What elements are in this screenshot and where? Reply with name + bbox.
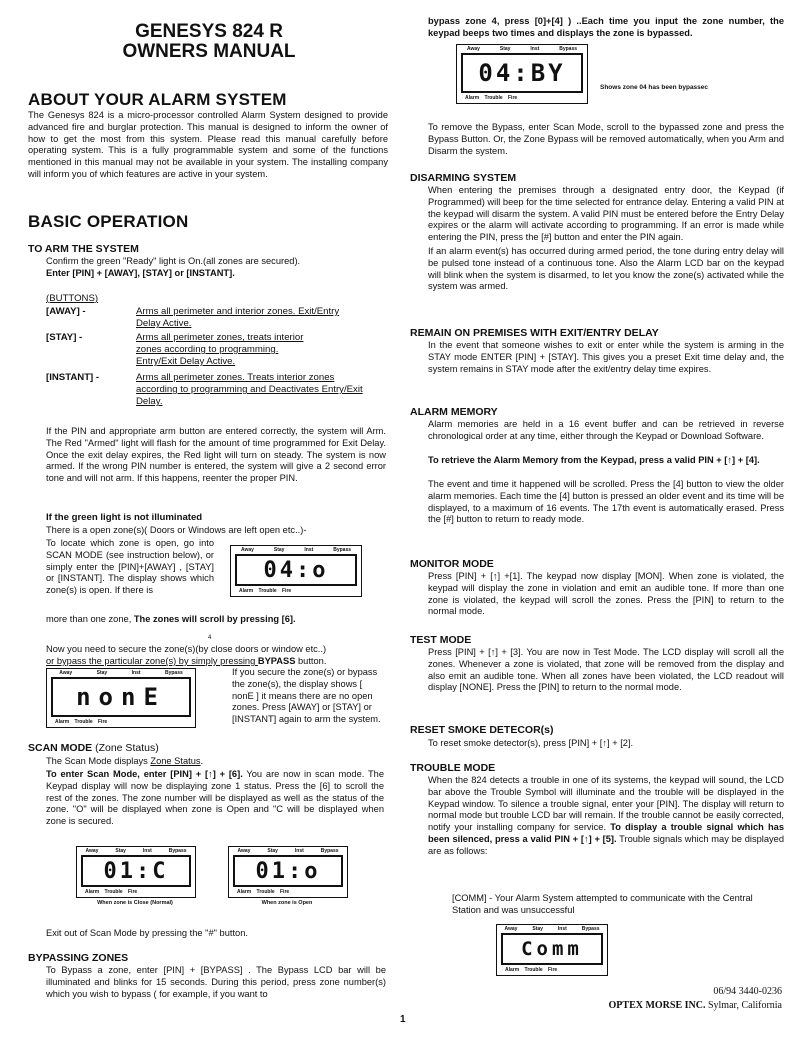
lcd-display-zone-closed <box>76 846 196 898</box>
pin-paragraph: If the PIN and appropriate arm button are entered correctly, the system will Arm. The Red "Armed" light will flash for the amount of time programmed for Exit Delay. Once the exit delay expires, the Red light will turn on steady. The system is now armed. If the wrong PIN number is entered, the system will give a 2 second error tone and will not arm. If this happens, reenter the proper PIN. <box>46 426 386 484</box>
lcd-display-bypass <box>456 44 588 104</box>
lcd-display-zone-open-2 <box>228 846 348 898</box>
green-line-last: more than one zone, The zones will scroll by pressing [6]. <box>46 614 296 624</box>
green-light-heading: If the green light is not illuminated <box>46 512 203 523</box>
button-key: [STAY] - <box>46 332 83 343</box>
lcd-status-labels: Alarm Trouble Fire <box>505 967 558 973</box>
lcd-status-labels: Alarm Trouble Fire <box>465 95 518 101</box>
memory-para2: To retrieve the Alarm Memory from the Keypad, press a valid PIN + [↑] + [4]. <box>428 455 760 465</box>
lcd-mode-labels: Away Stay Inst Bypass <box>237 848 339 854</box>
small-mark: 4 <box>208 635 212 641</box>
caption-zone-closed: When zone is Close (Normal) <box>97 900 173 906</box>
lcd-display-zone-open <box>230 545 362 597</box>
test-mode-heading: TEST MODE <box>410 634 472 646</box>
manual-title-line2: OWNERS MANUAL <box>122 41 296 62</box>
bypassing-heading: BYPASSING ZONES <box>28 952 129 964</box>
trouble-mode-heading: TROUBLE MODE <box>410 762 496 774</box>
buttons-label: (BUTTONS) <box>46 293 99 304</box>
lcd-mode-labels: Away Stay Inst Bypass <box>466 46 578 52</box>
memory-para1: Alarm memories are held in a 16 event buffer and can be retrieved in reverse chronological order at any time, either through the Keypad or Download Software. <box>428 419 784 441</box>
lcd-readout: nonE <box>51 677 191 717</box>
button-key: [AWAY] - <box>46 306 86 317</box>
bypass-remove: To remove the Bypass, enter Scan Mode, scroll to the bypassed zone and press the Bypass Button. Or, the Zone Bypass will be removed automatically, when you Arm and Disarm the system. <box>428 122 784 156</box>
lcd-readout: 01:C <box>81 855 191 887</box>
bypassing-paragraph: To Bypass a zone, enter [PIN] + [BYPASS] . The Bypass LCD bar will be illuminated and blinks for 15 seconds. During this period, press zone number(s) which you wish to bypass ( for example, if you want to <box>46 965 386 999</box>
remain-heading: REMAIN ON PREMISES WITH EXIT/ENTRY DELAY <box>410 327 659 339</box>
arm-line1: Confirm the green "Ready" light is On.(all zones are secured). <box>46 256 301 266</box>
lcd-display-comm <box>496 924 608 976</box>
document-code: 06/94 3440-0236 <box>713 986 782 997</box>
page-number: 1 <box>400 1014 406 1025</box>
lcd-readout: 04:BY <box>461 53 583 93</box>
reset-smoke-heading: RESET SMOKE DETECOR(s) <box>410 724 554 736</box>
scan-paragraph: To enter Scan Mode, enter [PIN] + [↑] + [6]. You are now in scan mode. The Keypad display will now be displaying zone 1 status. Press the [6] to scroll the rest of the zones. The zone number will be displayed as well as the status of the zone. "O" will be displayed when zone is Open and "C will be displayed when zone is secured. <box>46 769 384 827</box>
green-paragraph: To locate which zone is open, go into SCAN MODE (see instruction below), or simply enter the [PIN]+[AWAY] , [STAY] or [INSTANT]. The display shows which zone(s) is open. If there is <box>46 538 214 596</box>
about-heading: ABOUT YOUR ALARM SYSTEM <box>28 90 287 109</box>
alarm-memory-heading: ALARM MEMORY <box>410 406 498 418</box>
disarming-para2: If an alarm event(s) has occurred during armed period, the tone during entry delay will be pulsed tone instead of a continuous tone. Also the Alarm LCD bar on the keypad will blink when the system is disarmed, to let you know the zone(s) activated while the system was armed. <box>428 246 784 292</box>
lcd-readout: 04:o <box>235 554 357 586</box>
scan-exit-line: Exit out of Scan Mode by pressing the "#" button. <box>46 928 248 938</box>
basic-operation-heading: BASIC OPERATION <box>28 212 189 231</box>
lcd-display-none <box>46 668 196 728</box>
button-key: [INSTANT] - <box>46 372 100 383</box>
disarming-heading: DISARMING SYSTEM <box>410 172 517 184</box>
caption-zone-open: When zone is Open <box>261 900 313 906</box>
reset-paragraph: To reset smoke detector(s), press [PIN] + [↑] + [2]. <box>428 738 634 748</box>
disarming-para1: When entering the premises through a designated entry door, the Keypad (if Programmed) will beep for the time selected for entrance delay. Entering a valid PIN at the keypad will disarm the system. A valid PIN must be entered before the Entry Delay expires or the alarm will activate according to programming. If an error is made while entering the PIN, press the [#] button and enter the PIN again. <box>428 185 784 243</box>
button-row-instant <box>46 372 376 410</box>
comm-description: [COMM] - Your Alarm System attempted to communicate with the Central Station and was unsuccessful <box>452 893 753 915</box>
lcd-status-labels: Alarm Trouble Fire <box>55 719 108 725</box>
lcd-mode-labels: Away Stay Inst Bypass <box>85 848 187 854</box>
secure-line1: Now you need to secure the zone(s)(by close doors or window etc..) <box>46 644 327 654</box>
bypass-continued: bypass zone 4, press [0]+[4] ) ..Each time you input the zone number, the keypad beeps two times and displays the zone is bypassed. <box>428 16 784 38</box>
lcd-readout: Comm <box>501 933 603 965</box>
green-line1: There is a open zone(s)( Doors or Windows are left open etc..)- <box>46 525 307 535</box>
test-paragraph: Press [PIN] + [↑] + [3]. You are now in Test Mode. The LCD display will scroll all the zones. Whenever a zone is violated, that zone will be removed from the display and also emit an audible tone. When all zones have been violated, the LCD readout will display [NONE]. Press the [PIN] to return to the normal mode. <box>428 647 784 693</box>
arm-line2: Enter [PIN] + [AWAY], [STAY] or [INSTANT]. <box>46 268 235 278</box>
monitor-mode-heading: MONITOR MODE <box>410 558 494 570</box>
monitor-paragraph: Press [PIN] + [↑] +[1]. The keypad now display [MON]. When zone is violated, the keypad will display the zone in violation and emit an audible tone. If more than one zone is violated, the keypad will scroll the zones. Press the [PIN] to return to the normal mode. <box>428 571 784 617</box>
lcd-readout: 01:o <box>233 855 343 887</box>
bypass-caption: Shows zone 04 has been bypassec <box>600 84 709 91</box>
lcd-status-labels: Alarm Trouble Fire <box>237 889 290 895</box>
button-desc: Arms all perimeter zones, treats interior zones according to programming. Entry/Exit Delay Active. <box>136 332 304 367</box>
lcd-status-labels: Alarm Trouble Fire <box>239 588 292 594</box>
button-row-away <box>46 306 376 328</box>
lcd-mode-labels: Away Stay Inst Bypass <box>240 547 352 553</box>
lcd-mode-labels: Away Stay Inst Bypass <box>59 670 183 676</box>
none-paragraph: If you secure the zone(s) or bypass the zone(s), the display shows [ nonE ] it means there are no open zones. Press [AWAY] or [STAY] or [INSTANT] again to arm the system. <box>232 667 381 725</box>
scan-line1: The Scan Mode displays Zone Status. <box>46 756 204 766</box>
lcd-mode-labels: Away Stay Inst Bypass <box>504 926 600 932</box>
scan-mode-heading: SCAN MODE (Zone Status) <box>28 742 159 754</box>
remain-paragraph: In the event that someone wishes to exit or enter while the system is arming in the STAY mode ENTER [PIN] + [STAY]. This gives you a preset Exit time delay and, the system remains in STAY mode after the exit/entry delay time expires. <box>428 340 784 374</box>
about-body: The Genesys 824 is a micro-processor controlled Alarm System designed to provide advanced fire and burglar protection. This manual is designed to inform the owner of how to get the most from this system. Please read this manual carefully before operating system. This is a fully programmable system and some of the functions mentioned in this manual may not be available in your system. The installing company will inform you of which features are active in your system. <box>28 110 388 179</box>
button-desc: Arms all perimeter zones. Treats interior zones according to programming and Deactivates Entry/Exit Delay. <box>136 372 363 407</box>
lcd-status-labels: Alarm Trouble Fire <box>85 889 138 895</box>
trouble-paragraph: When the 824 detects a trouble in one of its systems, the keypad will sound, the LCD bar above the Trouble Symbol will illuminate and the trouble will be displayed in the Keypad window. To silence a trouble signal, enter your [PIN]. The display will return to normal mode but trouble LCD bar will remain. If the trouble cannot be easily corrected, notify your installing company for service. To display a trouble signal which has been silenced, press a valid PIN + [↑] + [5]. Trouble signals which may be displayed are as follows: <box>428 775 785 856</box>
company-line: OPTEX MORSE INC. Sylmar, California <box>608 1000 782 1011</box>
secure-line2: or bypass the particular zone(s) by simply pressing BYPASS button. <box>46 656 327 666</box>
button-row-stay <box>46 332 376 368</box>
button-desc: Arms all perimeter and interior zones. Exit/Entry Delay Active. <box>136 306 340 329</box>
manual-title-line1: GENESYS 824 R <box>135 21 283 42</box>
arm-heading: TO ARM THE SYSTEM <box>28 243 139 255</box>
memory-para3: The event and time it happened will be scrolled. Press the [4] button to view the older alarm memories. Each time the [4] button is pressed an older event and its time will be displayed, to a maximum of 16 events. The 17th event is automatically erased. Press the [#] button to return to ready mode. <box>428 479 784 525</box>
